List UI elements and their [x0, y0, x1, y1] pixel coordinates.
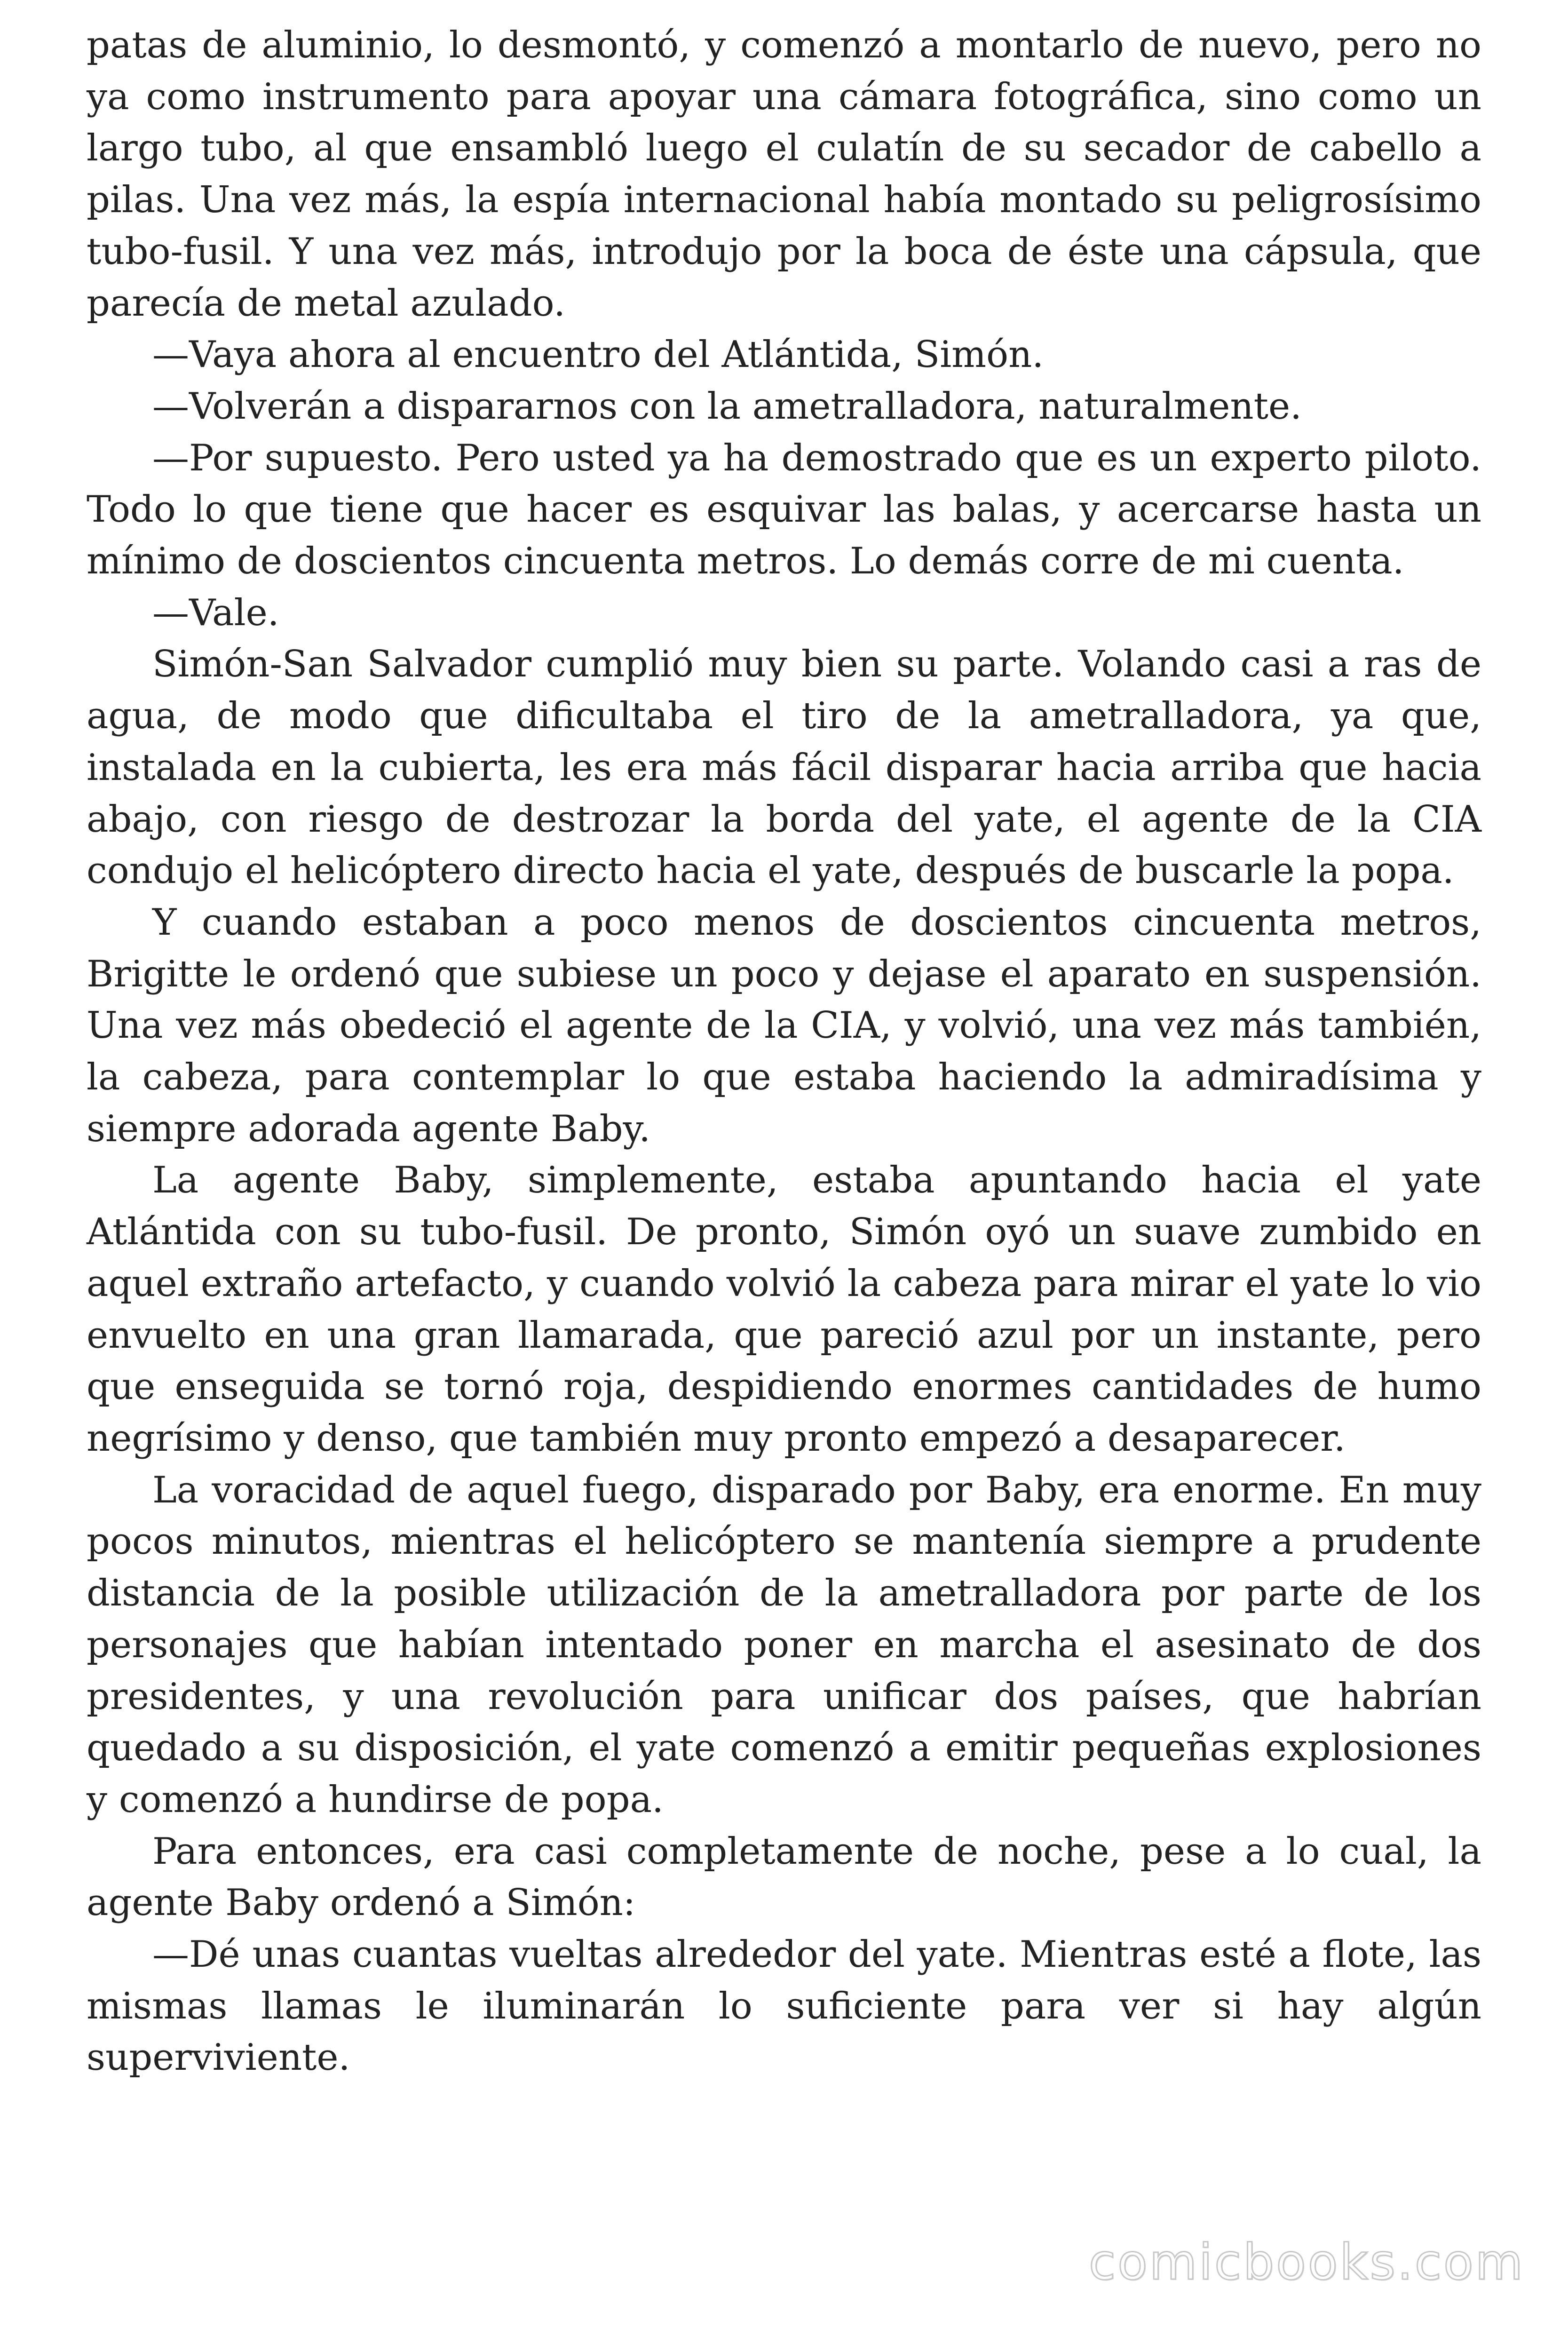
paragraph-continuation: patas de aluminio, lo desmontó, y comenzó a montarlo de nuevo, pero no ya como instrumento para apoyar una cámara fotográfica, sino como un largo tubo, al que ensambló luego el culatín de su secador de cabello a pilas. Una vez más, la espía internacional había montado su peligrosísimo tubo-fusil. Y una vez más, introdujo por la boca de éste una cápsula, que parecía de metal azulado. — [87, 24, 1481, 325]
dialogue-line: —Volverán a dispararnos con la ametralladora, naturalmente. — [152, 385, 1302, 428]
dialogue-line: —Vale. — [152, 591, 279, 634]
watermark: comicbooks.com — [1088, 2233, 1525, 2291]
paragraph: Y cuando estaban a poco menos de doscientos cincuenta metros, Brigitte le ordenó que subiese un poco y dejase el aparato en suspensión. Una vez más obedeció el agente de la CIA, y volvió, una vez más también, la cabeza, para contemplar lo que estaba haciendo la admiradísima y siempre adorada agente Baby. — [87, 901, 1481, 1150]
paragraph: La agente Baby, simplemente, estaba apuntando hacia el yate Atlántida con su tubo-fusil. De pronto, Simón oyó un suave zumbido en aquel extraño artefacto, y cuando volvió la cabeza para mirar el yate lo vio envuelto en una gran llamarada, que pareció azul por un instante, pero que enseguida se tornó roja, despidiendo enormes cantidades de humo negrísimo y denso, que también muy pronto empezó a desaparecer. — [87, 1159, 1481, 1460]
book-page — [87, 20, 1481, 2084]
dialogue-line: —Dé unas cuantas vueltas alrededor del yate. Mientras esté a flote, las mismas llamas le iluminarán lo suficiente para ver si hay algún superviviente. — [87, 1933, 1481, 2079]
dialogue-line: —Vaya ahora al encuentro del Atlántida, Simón. — [152, 334, 1044, 376]
dialogue-line: —Por supuesto. Pero usted ya ha demostrado que es un experto piloto. Todo lo que tiene que hacer es esquivar las balas, y acercarse hasta un mínimo de doscientos cincuenta metros. Lo demás corre de mi cuenta. — [87, 437, 1481, 583]
paragraph: Simón-San Salvador cumplió muy bien su parte. Volando casi a ras de agua, de modo que dificultaba el tiro de la ametralladora, ya que, instalada en la cubierta, les era más fácil disparar hacia arriba que hacia abajo, con riesgo de destrozar la borda del yate, el agente de la CIA condujo el helicóptero directo hacia el yate, después de buscarle la popa. — [87, 643, 1481, 892]
paragraph: Para entonces, era casi completamente de noche, pese a lo cual, la agente Baby ordenó a Simón: — [87, 1830, 1481, 1924]
paragraph: La voracidad de aquel fuego, disparado por Baby, era enorme. En muy pocos minutos, mientras el helicóptero se mantenía siempre a prudente distancia de la posible utilización de la ametralladora por parte de los personajes que habían intentado poner en marcha el asesinato de dos presidentes, y una revolución para unificar dos países, que habrían quedado a su disposición, el yate comenzó a emitir pequeñas explosiones y comenzó a hundirse de popa. — [87, 1469, 1481, 1821]
